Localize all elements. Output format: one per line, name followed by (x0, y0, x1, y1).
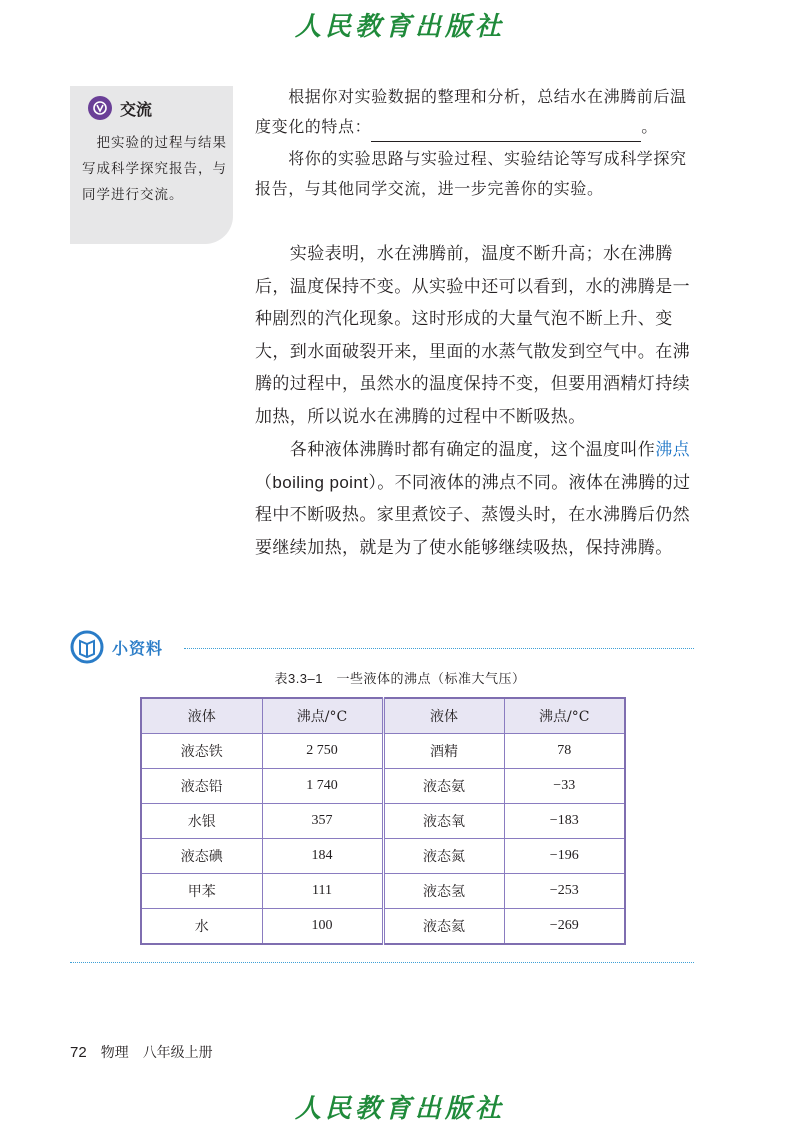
ziliao-header (70, 630, 163, 664)
boiling-point-term: 沸点 (655, 440, 691, 459)
paragraph-experiment-result: 实验表明，水在沸腾前，温度不断升高；水在沸腾后，温度保持不变。从实验中还可以看到，水的沸腾是一种剧烈的汽化现象。这时形成的大量气泡不断上升、变大，到水面破裂开来，里面的水蒸气散发到空气中。在沸腾的过程中，虽然水的温度保持不变，但要用酒精灯持续加热，所以说水在沸腾的过程中不断吸热。 (255, 244, 690, 426)
cell-boiling-point: −253 (504, 874, 625, 909)
cell-liquid: 水 (141, 909, 262, 945)
book-icon (70, 630, 104, 664)
header-bp-2: 沸点/°C (504, 698, 625, 734)
cell-liquid: 液态碘 (141, 839, 262, 874)
cell-liquid: 水银 (141, 804, 262, 839)
cell-liquid: 甲苯 (141, 874, 262, 909)
publisher-logo-top: 人民教育出版社 (294, 12, 505, 42)
cell-boiling-point: 111 (262, 874, 383, 909)
cell-boiling-point: 2 750 (262, 734, 383, 769)
cell-boiling-point: 78 (504, 734, 625, 769)
boiling-text-start: 各种液体沸腾时都有确定的温度，这个温度叫作 (255, 440, 656, 459)
header-bp-1: 沸点/°C (262, 698, 383, 734)
footer-grade: 八年级上册 (142, 1044, 213, 1060)
cell-boiling-point: −269 (504, 909, 625, 945)
table-caption: 表3.3–1 一些液体的沸点（标准大气压） (274, 671, 526, 686)
paragraph-summary (255, 82, 695, 142)
table-row (141, 839, 625, 874)
boiling-point-table (140, 697, 626, 945)
publisher-logo-bottom: 人民教育出版社 (294, 1094, 505, 1124)
ziliao-title: 小资料 (112, 640, 164, 658)
sidebox-header (88, 96, 152, 120)
cell-liquid: 液态氮 (383, 839, 504, 874)
summary-text: 根据你对实验数据的整理和分析，总结水在沸腾前后温度变化的特点： (255, 87, 687, 136)
cell-boiling-point: −33 (504, 769, 625, 804)
cell-boiling-point: −183 (504, 804, 625, 839)
paragraph-report: 将你的实验思路与实验过程、实验结论等写成科学探究报告，与其他同学交流，进一步完善你的实验。 (255, 149, 687, 198)
cell-boiling-point: 184 (262, 839, 383, 874)
sidebox-title: 交流 (120, 99, 153, 119)
boiling-text-end: （boiling point）。不同液体的沸点不同。液体在沸腾的过程中不断吸热。家里煮饺子、蒸馒头时，在水沸腾后仍然要继续加热，就是为了使水能够继续吸热，保持沸腾。 (255, 472, 691, 557)
cell-liquid: 酒精 (383, 734, 504, 769)
cell-boiling-point: 100 (262, 909, 383, 945)
table-row (141, 734, 625, 769)
table-header-row (141, 698, 625, 734)
cell-liquid: 液态铁 (141, 734, 262, 769)
page-footer (70, 1042, 213, 1062)
table-row (141, 769, 625, 804)
table-row (141, 909, 625, 945)
exchange-icon (88, 96, 112, 120)
answer-blank (371, 123, 641, 142)
cell-liquid: 液态铅 (141, 769, 262, 804)
cell-liquid: 液态氦 (383, 909, 504, 945)
sidebox-text: 把实验的过程与结果写成科学探究报告，与同学进行交流。 (82, 135, 227, 203)
paragraph-boiling-point (255, 434, 695, 564)
ziliao-divider-bottom (70, 962, 694, 963)
cell-boiling-point: −196 (504, 839, 625, 874)
header-liquid-1: 液体 (141, 698, 262, 734)
footer-subject: 物理 (100, 1044, 129, 1060)
cell-boiling-point: 1 740 (262, 769, 383, 804)
exchange-sidebox (70, 86, 233, 244)
page-number: 72 (70, 1044, 87, 1061)
cell-boiling-point: 357 (262, 804, 383, 839)
header-liquid-2: 液体 (383, 698, 504, 734)
cell-liquid: 液态氨 (383, 769, 504, 804)
ziliao-divider-top (184, 648, 694, 649)
cell-liquid: 液态氢 (383, 874, 504, 909)
cell-liquid: 液态氧 (383, 804, 504, 839)
summary-end: 。 (641, 117, 658, 136)
table-row (141, 874, 625, 909)
table-row (141, 804, 625, 839)
